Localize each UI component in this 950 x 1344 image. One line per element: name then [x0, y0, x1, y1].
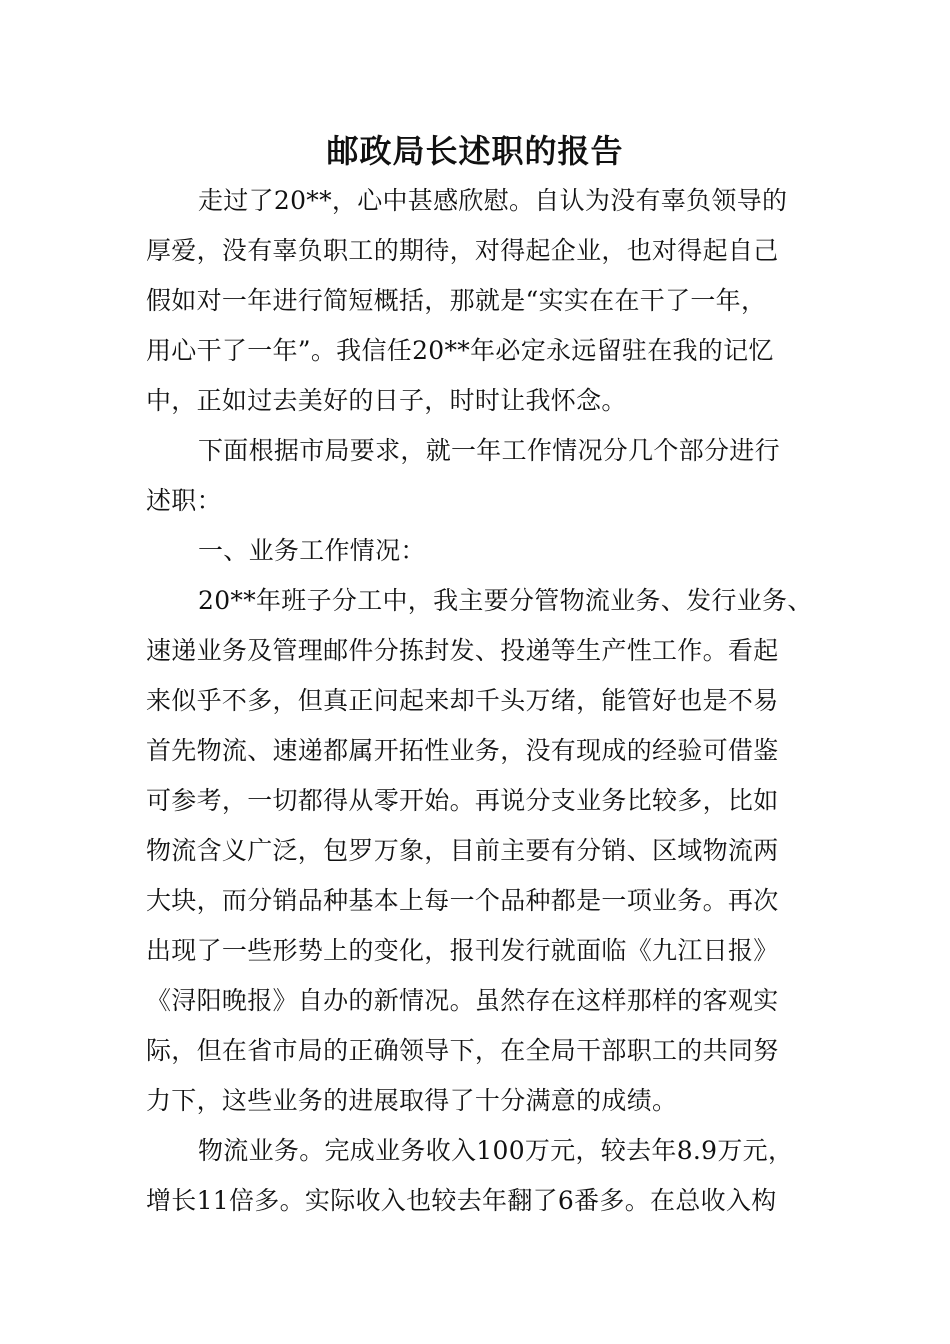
text-line: 出现了一些形势上的变化，报刊发行就面临《九江日报》	[146, 936, 779, 965]
document-body	[146, 176, 826, 1226]
text-line: 走过了20**，心中甚感欣慰。自认为没有辜负领导的	[198, 186, 788, 215]
text-line: 际，但在省市局的正确领导下，在全局干部职工的共同努	[146, 1036, 779, 1065]
text-line: 首先物流、速递都属开拓性业务，没有现成的经验可借鉴	[146, 736, 779, 765]
text-line: 速递业务及管理邮件分拣封发、投递等生产性工作。看起	[146, 636, 779, 665]
text-line: 来似乎不多，但真正问起来却千头万绪，能管好也是不易	[146, 686, 779, 715]
text-line: 厚爱，没有辜负职工的期待，对得起企业，也对得起自己	[146, 236, 779, 265]
section-heading: 一、业务工作情况：	[198, 536, 426, 565]
text-line: 《浔阳晚报》自办的新情况。虽然存在这样那样的客观实	[146, 986, 779, 1015]
text-line: 大块，而分销品种基本上每一个品种都是一项业务。再次	[146, 886, 779, 915]
text-line: 下面根据市局要求，就一年工作情况分几个部分进行	[198, 436, 780, 465]
text-line: 可参考，一切都得从零开始。再说分支业务比较多，比如	[146, 786, 779, 815]
text-line: 用心干了一年”。我信任20**年必定永远留驻在我的记忆	[146, 336, 774, 365]
text-line: 增长11倍多。实际收入也较去年翻了6番多。在总收入构	[146, 1186, 777, 1215]
document-title: 邮政局长述职的报告	[326, 132, 624, 170]
text-line: 中，正如过去美好的日子，时时让我怀念。	[146, 386, 627, 415]
text-line: 假如对一年进行简短概括，那就是“实实在在干了一年，	[146, 286, 767, 315]
text-line: 物流含义广泛，包罗万象，目前主要有分销、区域物流两	[146, 836, 779, 865]
text-line: 述职：	[146, 486, 222, 515]
text-line: 力下，这些业务的进展取得了十分满意的成绩。	[146, 1086, 678, 1115]
text-line: 20**年班子分工中，我主要分管物流业务、发行业务、	[198, 586, 813, 615]
text-line: 物流业务。完成业务收入100万元，较去年8.9万元，	[198, 1136, 794, 1165]
